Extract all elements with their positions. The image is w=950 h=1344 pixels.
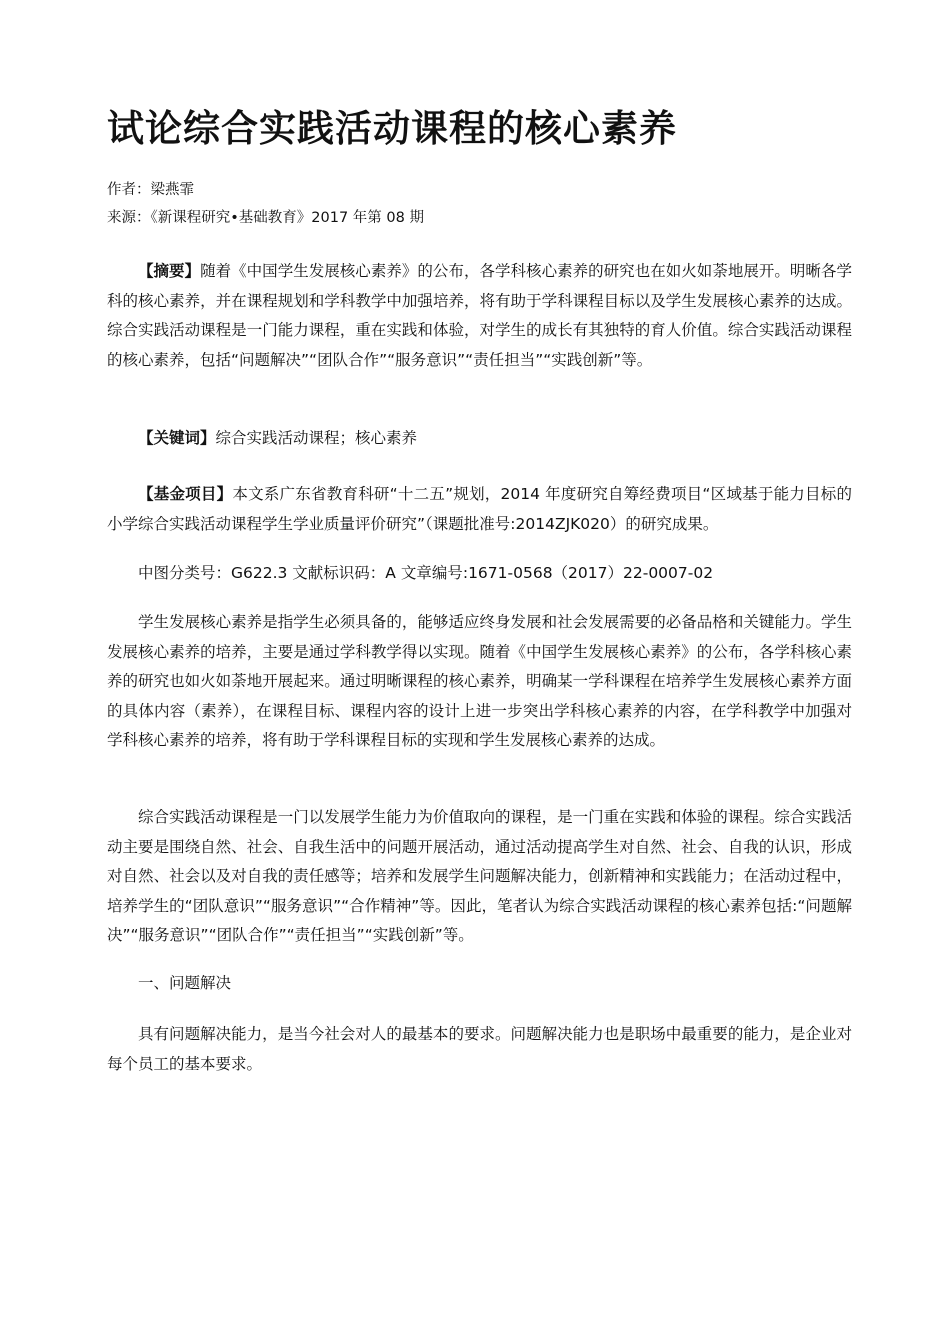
- classification-line: 中图分类号：G622.3 文献标识码：A 文章编号:1671-0568（2017）22-0007-02: [138, 564, 714, 582]
- abstract-text: 随着《中国学生发展核心素养》的公布，各学科核心素养的研究也在如火如荼地展开。明晰各学科的核心素养，并在课程规划和学科教学中加强培养，将有助于学科课程目标以及学生发展核心素养的达成。综合实践活动课程是一门能力课程，重在实践和体验，对学生的成长有其独特的育人价值。综合实践活动课程的核心素养，包括“问题解决”“团队合作”“服务意识”“责任担当”“实践创新”等。: [107, 262, 852, 369]
- fund-label: 【基金项目】: [138, 485, 233, 503]
- keywords-text: 综合实践活动课程；核心素养: [215, 429, 418, 447]
- keywords-paragraph: [107, 424, 852, 454]
- fund-text: 本文系广东省教育科研“十二五”规划，2014 年度研究自筹经费项目“区域基于能力目标的小学综合实践活动课程学生学业质量评价研究”（课题批准号:2014ZJK020）的研究成果。: [107, 485, 852, 533]
- body-paragraph-3: 具有问题解决能力，是当今社会对人的最基本的要求。问题解决能力也是职场中最重要的能力，是企业对每个员工的基本要求。: [107, 1025, 852, 1073]
- fund-paragraph: [107, 480, 852, 539]
- abstract-paragraph: [107, 257, 852, 375]
- abstract-label: 【摘要】: [138, 262, 201, 280]
- author-line: 作者：梁燕霏: [107, 182, 194, 198]
- article-title: 试论综合实践活动课程的核心素养: [107, 107, 677, 150]
- body-paragraph-2: 综合实践活动课程是一门以发展学生能力为价值取向的课程，是一门重在实践和体验的课程。综合实践活动主要是围绕自然、社会、自我生活中的问题开展活动，通过活动提高学生对自然、社会、自我的认识，形成对自然、社会以及对自我的责任感等；培养和发展学生问题解决能力，创新精神和实践能力；在活动过程中，培养学生的“团队意识”“服务意识”“合作精神”等。因此，笔者认为综合实践活动课程的核心素养包括:“问题解决”“服务意识”“团队合作”“责任担当”“实践创新”等。: [107, 808, 852, 945]
- section-heading-1: 一、问题解决: [138, 974, 232, 992]
- source-line: 来源：《新课程研究•基础教育》2017 年第 08 期: [107, 210, 424, 226]
- keywords-label: 【关键词】: [138, 429, 216, 447]
- body-paragraph-1: 学生发展核心素养是指学生必须具备的，能够适应终身发展和社会发展需要的必备品格和关键能力。学生发展核心素养的培养，主要是通过学科教学得以实现。随着《中国学生发展核心素养》的公布，各学科核心素养的研究也如火如荼地开展起来。通过明晰课程的核心素养，明确某一学科课程在培养学生发展核心素养方面的具体内容（素养），在课程目标、课程内容的设计上进一步突出学科核心素养的内容，在学科教学中加强对学科核心素养的培养，将有助于学科课程目标的实现和学生发展核心素养的达成。: [107, 613, 852, 750]
